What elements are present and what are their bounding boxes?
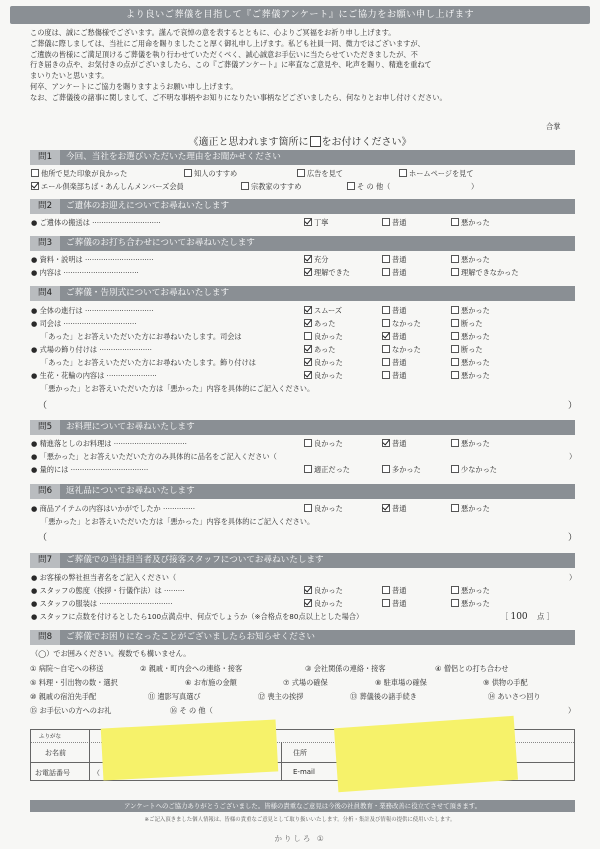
s3-row-2: ● 内容は ································· 理解できた 普通 理解できなかった — [31, 268, 519, 277]
checkbox[interactable] — [347, 182, 355, 190]
signature: 合掌 — [546, 122, 561, 131]
checkbox-checked[interactable] — [31, 182, 39, 190]
section-6-header: 問6 返礼品についてお尋ねいたします — [30, 484, 575, 499]
section-3-header: 問3 ご葬儀のお打ち合わせについてお尋ねいたします — [30, 236, 575, 251]
section-7-header: 問7 ご葬儀での当社担当者及び接客スタッフについてお尋ねいたします — [30, 553, 575, 568]
survey-title: より良いご葬儀を目指して『ご葬儀アンケート』にご協力をお願い申し上げます — [10, 6, 590, 24]
checkbox-example-icon — [310, 136, 321, 147]
checkbox[interactable] — [241, 182, 249, 190]
footer-note: ※ご記入頂きました個人情報は、皆様の貴重なご意見として取り扱いいたします。分析・集計及び情報の提供に使用いたします。 — [144, 817, 456, 823]
page-label: かりしろ ① — [274, 834, 326, 843]
survey-page: より良いご葬儀を目指して『ご葬儀アンケート』にご協力をお願い申し上げます この度は、誠にご愁傷様でございます。謹んで哀悼の意を表するとともに、心よりご冥福をお祈り申し上げます。 ご葬儀に際しましては、当社にご用命を賜りましたこと厚く御礼申し上げます。私ども社員一同、微力ではございますが、 ご遺族の皆様にご満足頂けるご葬儀を執り行わせていただくべく、誠心誠意お手伝いに当たらせていただきましたが、不 行き届きの点や、お気付きの点がございましたら、この『ご葬儀アンケート』に率直なご意見や、叱声を賜り、精進を重ねて まいりたいと思います。 何卒、アンケートにご協力を賜りますようお願い申し上げます。 なお、ご葬儀後の諸事に関しまして、ご不明な事柄やお知りになりたい事柄などございましたら、何なりとお申し付けください。 合掌 《適正と思われます箇所に をお付けください》 問1 今回、当社をお選びいただいた理由をお聞かせください 他所で見た印象が良かった 知人のすすめ 広告を見て ホームページを見て エール倶楽部ちば・あんしんメンバーズ会員 宗教家のすすめ そ の 他（ ） 問2 ご遺体のお迎えについてお尋ねいたします ● ご遺体の搬送は ······························ 丁寧 普通 悪かった 問3 ご葬儀のお打ち合わせについてお尋ねいたします ● 資料・説明は ······························ 充分 普通 悪かった ● 内容は ································· 理解できた 普通 理解できなかった 問4 ご葬儀・告別式についてお尋ねいたします ● 全体の進行は ······························ スムーズ 普通 悪かった ● 司会は ································ あった なかった 断った 「あった」とお答えいただいた方にお尋ねいたします。司会は 良かった 普通 悪かった ● 式場の飾り付けは ······················· あった なかった 断った 「あった」とお答えいただいた方にお尋ねいたします。飾り付けは 良かった 普通 悪かった ● 生花・花輪の内容は ······················ 良かった 普通 悪かった 「悪かった」とお答えいただいた方は「悪かった」内容を具体的にご記入ください。 （ ） 問5 お料理についてお尋ねいたします ● 精進落としのお料理は ································ 良かった 普通 悪かった ● 「悪かった」とお答えいただいた方のみ具体的に品名をご記入ください（ ） ● 量的には ·································· 適正だった 多かった 少なかった 問6 返礼品についてお尋ねいたします ● 商品アイテムの内容はいかがでしたか ·············· 良かった 普通 悪かった 「悪かった」とお答えいただいた方は「悪かった」内容を具体的にご記入ください。 （ ） 問7 ご葬儀での当社担当者及び接客スタッフについてお尋ねいたします ● お客様の弊社担当者名をご記入ください（ ） ● スタッフの態度（挨拶・行儀作法）は ········· 良かった 普通 悪かった ● スタッフの服装は ································ 良かった 普通 悪かった ● スタッフに点数を付けるとしたら100点満点中、何点でしょうか（※合格点を80点以上とした場合） ［ 100 点 ］ 問8 ご葬儀でお困りになったことがございましたらお知らせください （◯）でお囲みください。複数でも構いません。 ① 病院〜自宅への移送 ② 親戚・町内会への連絡・接客 ③ 会社関係の連絡・接客 ④ 僧侶との打ち合わせ ⑤ 料理・引出物の数・選択 ⑥ お布施の金額 ⑦ 式場の確保 ⑧ 駐車場の確保 ⑨ 供物の手配 ⑩ 親戚の宿泊先手配 ⑪ 遺影写真選び ⑫ 喪主の挨拶 ⑬ 葬儀後の諸手続き ⑭ あいさつ回り ⑮ お手伝いの方へのお礼 ⑯ そ の 他（ ） ふりがな お名前 住所 お電話番号 E-mail （ アンケートへのご協力ありがとうございました。皆様の貴重なご意見は今後の社員教育・業務改善に役立てさせて頂きます。 ※ご記入頂きました個人情報は、皆様の貴重なご意見として取り扱いいたします。分析・集計及び情報の提供に使用いたします。 かりしろ ① — [0, 0, 600, 849]
intro-text: この度は、誠にご愁傷様でございます。謹んで哀悼の意を表するとともに、心よりご冥福をお祈り申し上げます。 ご葬儀に際しましては、当社にご用命を賜りましたこと厚く御礼申し上げます。私ども社員一同、微力ではございますが、 ご遺族の皆様にご満足頂けるご葬儀を執り行わせていただくべく、誠心誠意お手伝いに当たらせていただきましたが、不 行き届きの点や、お気付きの点がございましたら、この『ご葬儀アンケート』に率直なご意見や、叱声を賜り、精進を重ねて まいりたいと思います。 何卒、アンケートにご協力を賜りますようお願い申し上げます。 なお、ご葬儀後の諸事に関しまして、ご不明な事柄やお知りになりたい事柄などございましたら、何なりとお申し付けください。 — [30, 28, 447, 102]
checkbox[interactable] — [184, 169, 192, 177]
checkbox[interactable] — [297, 169, 305, 177]
s3-row-1: ● 資料・説明は ······························ 充分 普通 悪かった — [31, 255, 490, 264]
score-value[interactable]: 100 — [510, 612, 528, 622]
redaction-mark — [334, 716, 518, 792]
contact-form: ふりがな お名前 住所 お電話番号 E-mail （ — [30, 729, 575, 781]
section-4-header: 問4 ご葬儀・告別式についてお尋ねいたします — [30, 286, 575, 301]
s2-row: ● ご遺体の搬送は ······························ 丁寧 普通 悪かった — [31, 218, 490, 227]
section-5-header: 問5 お料理についてお尋ねいたします — [30, 420, 575, 435]
checkbox[interactable] — [31, 169, 39, 177]
s1-row-2: エール倶楽部ちば・あんしんメンバーズ会員 宗教家のすすめ そ の 他（ ） — [31, 181, 576, 193]
section-1-header: 問1 今回、当社をお選びいただいた理由をお聞かせください — [30, 150, 575, 165]
s1-row-1: 他所で見た印象が良かった 知人のすすめ 広告を見て ホームページを見て — [31, 168, 576, 180]
section-8-header: 問8 ご葬儀でお困りになったことがございましたらお知らせください — [30, 630, 575, 645]
footer-thanks: アンケートへのご協力ありがとうございました。皆様の貴重なご意見は今後の社員教育・業務改善に役立てさせて頂きます。 — [30, 800, 575, 812]
redaction-mark — [101, 719, 278, 780]
checkbox[interactable] — [399, 169, 407, 177]
section-2-header: 問2 ご遺体のお迎えについてお尋ねいたします — [30, 199, 575, 214]
instruction: 《適正と思われます箇所に をお付けください》 — [188, 137, 412, 148]
